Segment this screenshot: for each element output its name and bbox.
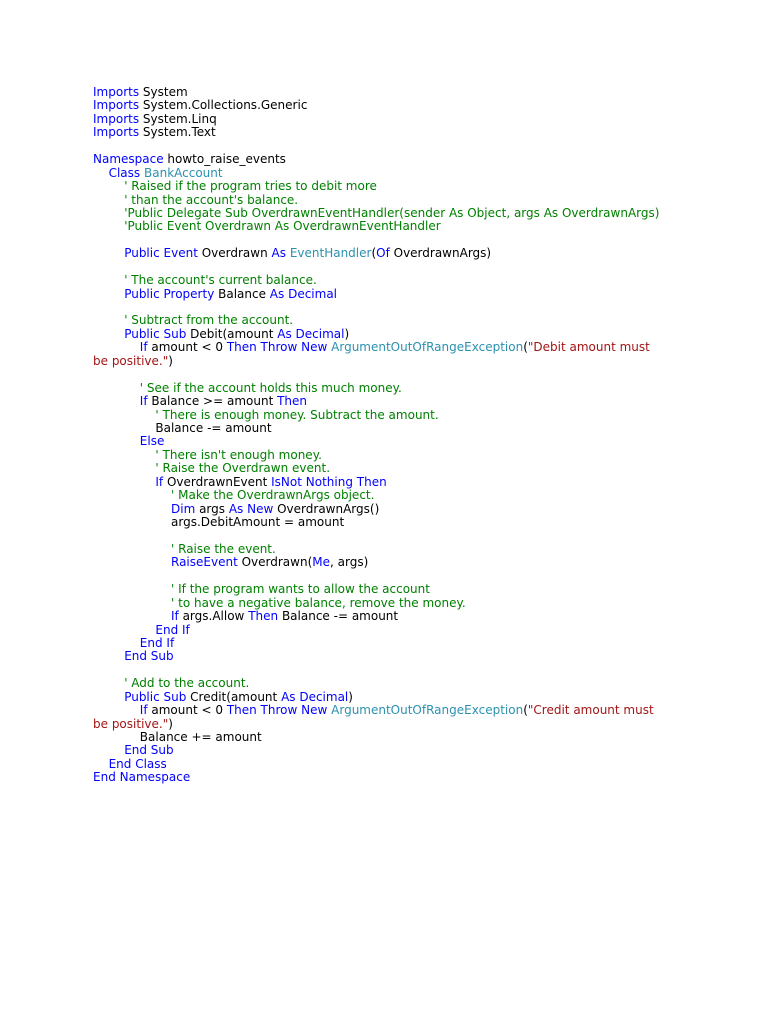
code-token: End If: [155, 622, 190, 637]
code-token: End Sub: [124, 743, 174, 758]
code-token: End If: [139, 635, 175, 650]
code-token: As New: [228, 501, 274, 516]
code-token: Namespace: [93, 152, 164, 167]
code-line: [93, 180, 683, 193]
code-token: Dim: [171, 501, 196, 516]
code-token: Imports: [93, 85, 140, 99]
code-token: OverdrawnArgs(): [273, 501, 380, 516]
code-token: If: [139, 703, 148, 718]
code-line: [93, 758, 683, 771]
blank-line: [93, 261, 683, 274]
code-token: ' There is enough money. Subtract the amount.: [155, 407, 439, 422]
code-line: [93, 476, 683, 489]
code-token: "Debit amount must: [527, 340, 650, 355]
code-token: Me: [312, 555, 331, 570]
code-token: (: [371, 246, 377, 261]
code-line: [93, 86, 683, 99]
code-line: [93, 355, 683, 368]
code-line: [93, 409, 683, 422]
code-token: Credit(amount: [186, 689, 282, 704]
code-line: [93, 489, 683, 502]
blank-line: [93, 368, 683, 381]
code-line: [93, 610, 683, 623]
code-line: [93, 314, 683, 327]
code-line: [93, 288, 683, 301]
code-token: End Sub: [124, 649, 174, 664]
code-token: Balance += amount: [139, 730, 262, 744]
code-line: [93, 556, 683, 569]
code-token: BankAccount: [144, 165, 223, 180]
code-line: [93, 247, 683, 260]
code-line: [93, 126, 683, 139]
code-token: howto_raise_events: [163, 152, 286, 167]
code-token: "Credit amount must: [527, 703, 654, 718]
code-line: [93, 543, 683, 556]
code-line: [93, 113, 683, 126]
code-line: [93, 771, 683, 784]
code-token: ArgumentOutOfRangeException: [331, 703, 524, 718]
code-token: Then Throw New: [226, 703, 328, 718]
code-token: Debit(amount: [186, 326, 278, 341]
code-token: args.Allow: [178, 609, 249, 624]
code-line: [93, 731, 683, 744]
code-token: End Namespace: [93, 770, 191, 785]
code-line: [93, 341, 683, 354]
code-token: ' Raise the Overdrawn event.: [155, 461, 331, 476]
code-token: End Class: [108, 756, 167, 771]
code-token: ' than the account's balance.: [124, 192, 299, 207]
code-line: [93, 704, 683, 717]
code-token: Overdrawn(: [237, 555, 313, 570]
code-token: Imports: [93, 98, 140, 113]
code-token: Overdrawn: [197, 246, 272, 261]
code-token: Imports: [93, 125, 140, 140]
code-line: [93, 516, 683, 529]
code-line: [93, 422, 683, 435]
code-line: [93, 449, 683, 462]
code-line: [93, 583, 683, 596]
code-line: [93, 395, 683, 408]
blank-line: [93, 140, 683, 153]
code-token: System.Linq: [139, 111, 217, 126]
code-token: OverdrawnEvent: [163, 474, 272, 489]
code-token: ' The account's current balance.: [124, 273, 317, 288]
code-line: [93, 462, 683, 475]
code-line: [93, 382, 683, 395]
code-token: If: [139, 394, 148, 409]
code-token: Balance -= amount: [155, 420, 272, 435]
code-line: [93, 650, 683, 663]
code-line: [93, 194, 683, 207]
code-token: ArgumentOutOfRangeException: [331, 340, 524, 355]
code-token: , args): [330, 555, 369, 570]
code-line: [93, 167, 683, 180]
code-token: ): [168, 353, 173, 368]
code-token: Public Property: [124, 286, 215, 301]
code-token: (: [523, 340, 528, 355]
code-token: ' There isn't enough money.: [155, 447, 322, 462]
code-token: As: [271, 246, 286, 261]
code-token: RaiseEvent: [171, 555, 238, 570]
code-line: [93, 718, 683, 731]
code-token: Imports: [93, 111, 140, 126]
code-token: ): [348, 689, 353, 704]
code-line: [93, 691, 683, 704]
code-token: Then: [248, 609, 279, 624]
code-line: [93, 744, 683, 757]
code-token: ' See if the account holds this much money.: [139, 380, 402, 395]
code-line: [93, 274, 683, 287]
code-token: Public Event: [124, 246, 198, 261]
code-token: ' to have a negative balance, remove the money.: [171, 595, 466, 610]
blank-line: [93, 234, 683, 247]
code-token: ' Subtract from the account.: [124, 313, 294, 328]
blank-line: [93, 301, 683, 314]
code-token: ' Raise the event.: [171, 541, 276, 556]
code-token: amount < 0: [147, 340, 227, 355]
code-token: Then Throw New: [226, 340, 328, 355]
code-token: Then: [277, 394, 308, 409]
code-token: Balance >= amount: [147, 394, 278, 409]
code-token: amount < 0: [147, 703, 227, 718]
code-token: (: [523, 703, 528, 718]
code-token: ' If the program wants to allow the account: [171, 582, 430, 597]
code-line: [93, 153, 683, 166]
code-token: Of: [376, 246, 390, 261]
code-token: IsNot Nothing Then: [271, 474, 387, 489]
code-token: If: [139, 340, 148, 355]
code-token: If: [155, 474, 164, 489]
code-token: ): [344, 326, 350, 341]
code-line: [93, 677, 683, 690]
code-line: [93, 624, 683, 637]
code-token: Public Sub: [124, 689, 187, 704]
code-listing: [93, 86, 683, 785]
code-token: ' Raised if the program tries to debit more: [124, 179, 377, 194]
code-token: System.Text: [139, 125, 216, 140]
code-token: If: [171, 609, 179, 624]
code-token: System.Collections.Generic: [139, 98, 308, 113]
code-line: [93, 207, 683, 220]
code-token: As Decimal: [281, 689, 349, 704]
code-token: ' Make the OverdrawnArgs object.: [171, 488, 375, 503]
blank-line: [93, 570, 683, 583]
code-token: Balance -= amount: [278, 609, 399, 624]
code-token: OverdrawnArgs): [389, 246, 492, 261]
code-line: [93, 503, 683, 516]
code-line: [93, 99, 683, 112]
code-line: [93, 328, 683, 341]
code-token: Else: [139, 434, 165, 449]
code-line: [93, 220, 683, 233]
code-line: [93, 597, 683, 610]
code-token: EventHandler: [289, 246, 372, 261]
code-token: 'Public Event Overdrawn As OverdrawnEventHandler: [124, 219, 441, 234]
code-token: args: [195, 501, 229, 516]
code-token: Public Sub: [124, 326, 187, 341]
code-token: System: [139, 85, 188, 99]
code-token: be positive.": [93, 353, 169, 368]
code-token: Balance: [214, 286, 270, 301]
code-token: ): [168, 716, 173, 731]
blank-line: [93, 664, 683, 677]
code-token: be positive.": [93, 716, 169, 731]
code-token: As Decimal: [277, 326, 345, 341]
code-token: ' Add to the account.: [124, 676, 250, 691]
blank-line: [93, 529, 683, 542]
code-line: [93, 637, 683, 650]
code-token: 'Public Delegate Sub OverdrawnEventHandler(sender As Object, args As OverdrawnArgs): [124, 205, 660, 220]
code-token: As Decimal: [269, 286, 338, 301]
code-line: [93, 435, 683, 448]
code-token: args.DebitAmount = amount: [171, 515, 345, 529]
code-token: Class: [108, 165, 141, 180]
